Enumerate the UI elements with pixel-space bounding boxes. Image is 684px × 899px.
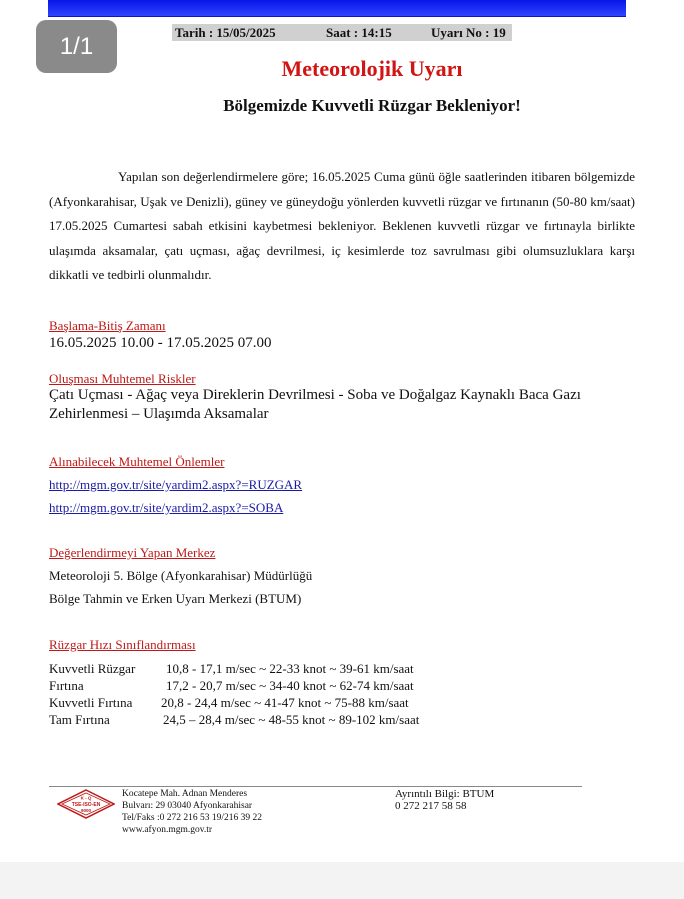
footer-info-line: Ayrıntılı Bilgi: BTUM <box>395 788 495 800</box>
tse-logo <box>57 789 115 819</box>
wind-row-value: 20,8 - 24,4 m/sec ~ 41-47 knot ~ 75-88 km/saat <box>161 695 409 710</box>
wind-row-value: 17,2 - 20,7 m/sec ~ 34-40 knot ~ 62-74 km/saat <box>166 678 414 693</box>
top-color-bar-edge <box>48 16 626 17</box>
risks-line-2: Zehirlenmesi – Ulaşımda Aksamalar <box>49 406 269 422</box>
time-range-value: 16.05.2025 10.00 - 17.05.2025 07.00 <box>49 335 272 351</box>
footer-info <box>395 788 494 812</box>
risks-label: Oluşması Muhtemel Riskler <box>49 371 196 386</box>
center-line-2: Bölge Tahmin ve Erken Uyarı Merkezi (BTUM) <box>49 591 302 606</box>
date-text: Tarih : 15/05/2025 <box>175 24 276 40</box>
footer-info-phone: 0 272 217 58 58 <box>395 800 467 812</box>
wind-row-name: Fırtına <box>49 678 84 693</box>
wind-row-name: Kuvvetli Rüzgar <box>49 661 136 676</box>
time-text: Saat : 14:15 <box>326 24 392 40</box>
footer-website[interactable]: www.afyon.mgm.gov.tr <box>122 825 213 835</box>
footer-address-line: Kocatepe Mah. Adnan Menderes <box>122 789 248 799</box>
top-color-bar <box>48 0 626 16</box>
measures-label: Alınabilecek Muhtemel Önlemler <box>49 454 225 469</box>
wind-row-value: 10,8 - 17,1 m/sec ~ 22-33 knot ~ 39-61 km/saat <box>166 661 414 676</box>
page-subtitle: Bölgemizde Kuvvetli Rüzgar Bekleniyor! <box>223 96 521 115</box>
measures-link-ruzgar[interactable]: http://mgm.gov.tr/site/yardim2.aspx?=RUZGAR <box>49 477 303 492</box>
svg-text:K - Q: K - Q <box>80 795 92 801</box>
wind-row-value: 24,5 – 28,4 m/sec ~ 48-55 knot ~ 89-102 km/saat <box>163 712 420 727</box>
warning-paragraph: Yapılan son değerlendirmelere göre; 16.05.2025 Cuma günü öğle saatlerinden itibaren bölgemizde (Afyonkarahisar, Uşak ve Denizli), güney ve güneydoğu yönlerden kuvvetli rüzgar ve fırtınanın (50-80 km/saat) 17.05.2025 Cumartesi sabah etkisini kaybetmesi bekleniyor. Beklenen kuvvetli rüzgar ve fırtınayla birlikte ulaşımda aksamalar, çatı uçması, ağaç devrilmesi, iç kesimlerde toz savrulması gibi olumsuzluklara karşı dikkatli ve tedbirli olunmalıdır. <box>49 169 635 282</box>
footer-address-line: Tel/Faks :0 272 216 53 19/216 39 22 <box>122 813 262 823</box>
measures-link-soba[interactable]: http://mgm.gov.tr/site/yardim2.aspx?=SOBA <box>49 500 284 515</box>
footer-divider <box>49 786 582 787</box>
bottom-viewer-strip <box>0 862 684 899</box>
wind-class-label: Rüzgar Hızı Sınıflandırması <box>49 637 196 652</box>
svg-text:TSE-ISO-EN: TSE-ISO-EN <box>71 802 101 808</box>
footer-address <box>122 788 262 836</box>
meta-bar <box>172 24 512 41</box>
svg-text:9000: 9000 <box>80 808 92 813</box>
wind-row-name: Kuvvetli Fırtına <box>49 695 133 710</box>
page-indicator-text: 1/1 <box>59 32 94 60</box>
risks-line-1: Çatı Uçması - Ağaç veya Direklerin Devrilmesi - Soba ve Doğalgaz Kaynaklı Baca Gazı <box>49 387 581 403</box>
wind-row-name: Tam Fırtına <box>49 712 110 727</box>
footer-address-line: Bulvarı: 29 03040 Afyonkarahisar <box>122 801 253 811</box>
warning-no-text: Uyarı No : 19 <box>431 24 506 40</box>
time-range-label: Başlama-Bitiş Zamanı <box>49 318 166 333</box>
center-label: Değerlendirmeyi Yapan Merkez <box>49 545 216 560</box>
page-title: Meteorolojik Uyarı <box>281 56 463 81</box>
center-line-1: Meteoroloji 5. Bölge (Afyonkarahisar) Müdürlüğü <box>49 568 313 583</box>
